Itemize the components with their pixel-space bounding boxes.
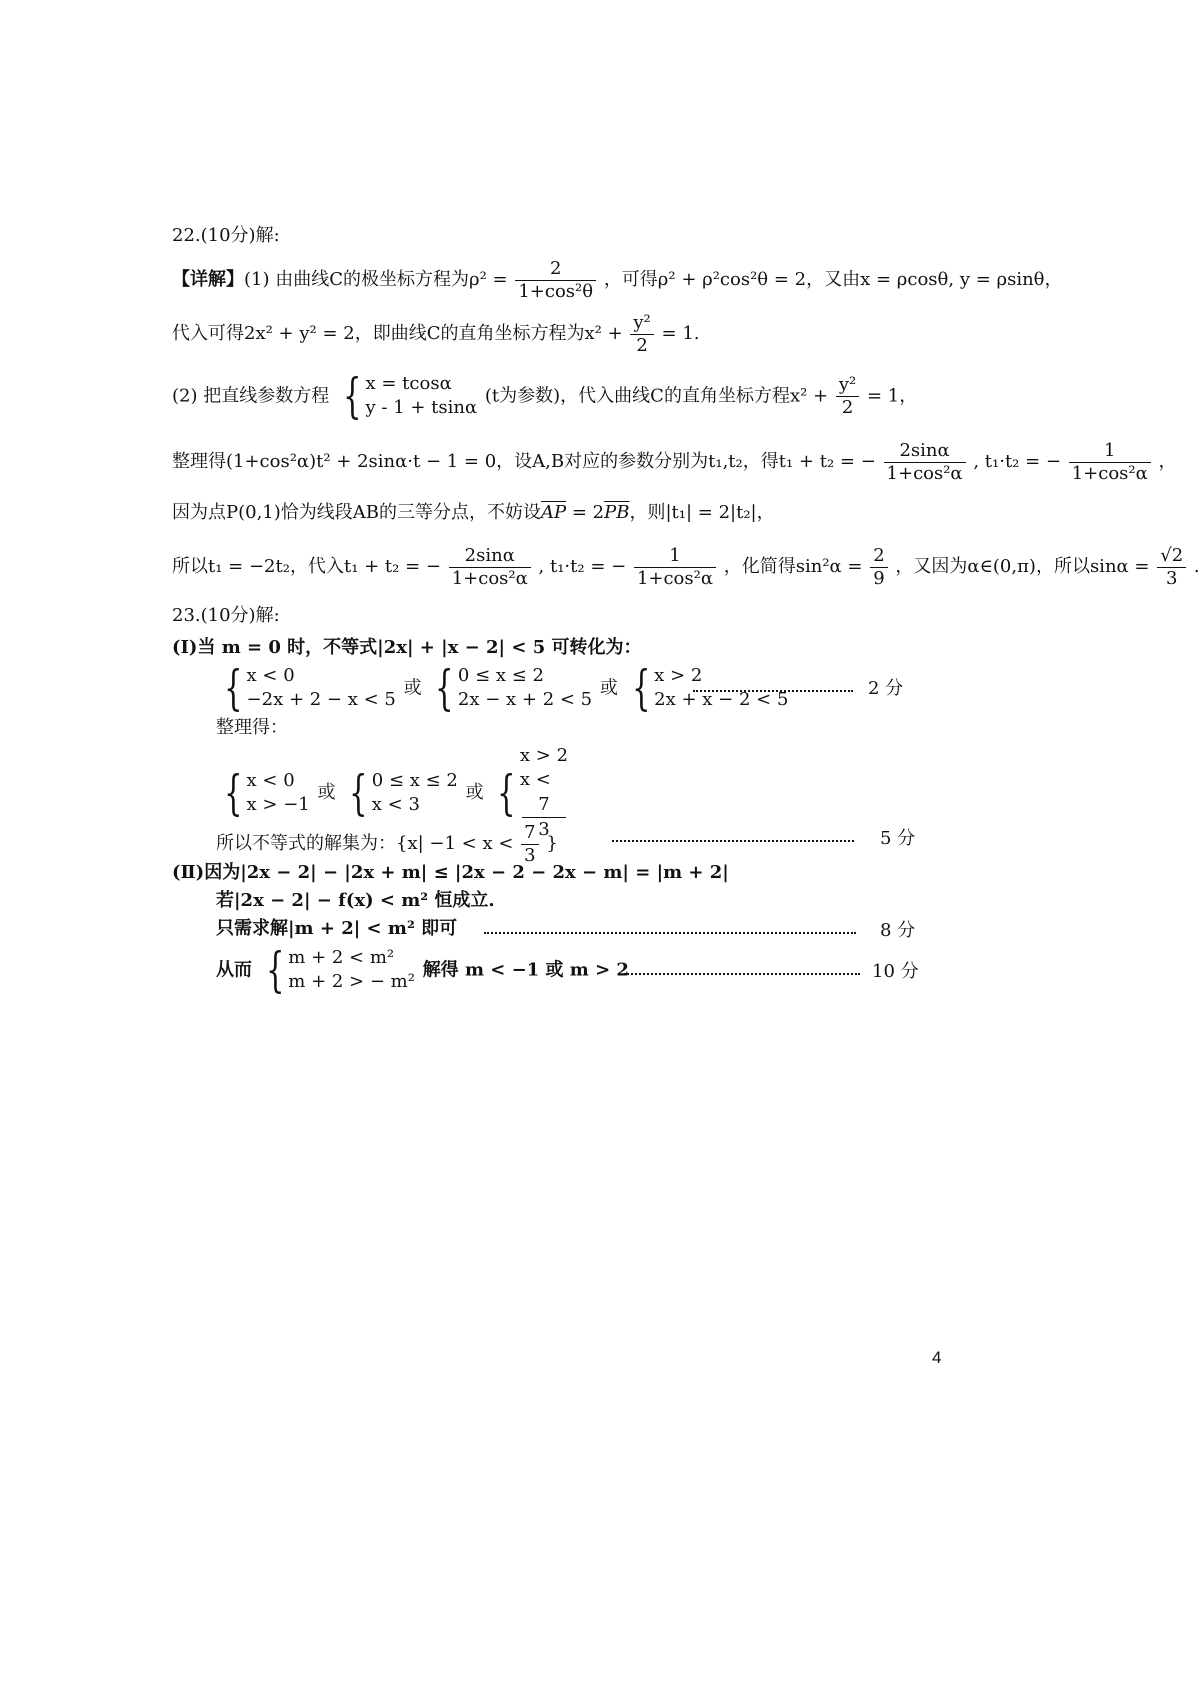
fraction: [630, 312, 653, 356]
or-word: 或: [465, 782, 484, 804]
system-row: x = tcosα: [365, 373, 452, 394]
dot-leader: [484, 932, 856, 934]
text-run: 整理得(1+cos²α)t² + 2sinα·t − 1 = 0，设A,B对应的参数分别为t₁,t₂，得t₁ + t₂ = −: [172, 451, 876, 473]
brace-icon: {: [349, 765, 368, 822]
q23-part2-conclusion: [216, 942, 629, 999]
fraction: [521, 822, 538, 866]
q23-heading: 23.(10分)解:: [172, 605, 280, 626]
q22-line-6: [172, 545, 1200, 589]
system-row: 2x − x + 2 < 5: [457, 689, 593, 711]
brace-icon: {: [631, 660, 651, 717]
equation-system: [218, 660, 396, 717]
equation-system: [343, 765, 458, 822]
fraction-denominator: 9: [870, 567, 887, 590]
text-run: = 1，: [866, 385, 918, 407]
text-run: ，又因为α∈(0,π)，所以sinα =: [895, 556, 1150, 578]
text-run: (t为参数)，代入曲线C的直角坐标方程x² +: [484, 385, 829, 407]
text-run: }: [546, 833, 558, 855]
system-row: −2x + 2 − x < 5: [246, 689, 396, 711]
fraction-denominator: 3: [521, 844, 538, 867]
q23-part2-line-2: 若|2x − 2| − f(x) < m² 恒成立.: [216, 890, 495, 911]
brace-icon: {: [224, 660, 243, 717]
dot-leader: [624, 973, 860, 975]
or-word: 或: [317, 782, 336, 804]
system-row: x < 0: [246, 665, 295, 686]
text-run: 所以不等式的解集为：{x| −1 < x <: [216, 833, 514, 855]
text-run: 代入可得2x² + y² = 2，即曲线C的直角坐标方程为x² +: [172, 323, 623, 345]
fraction-numerator: 1: [669, 545, 681, 566]
text-run: ，可得ρ² + ρ²cos²θ = 2，又由x = ρcosθ, y = ρsinθ，: [603, 269, 1063, 291]
fraction-numerator: 7: [524, 822, 536, 843]
text-run: 从而: [216, 959, 252, 981]
q22-line-1: [172, 258, 1063, 302]
equation-system: [337, 368, 478, 425]
system-row: x > −1: [246, 794, 310, 816]
brace-icon: {: [265, 942, 285, 999]
q23-part2-line-1: (Ⅱ)因为|2x − 2| − |2x + m| ≤ |2x − 2 − 2x − m| = |m + 2|: [172, 862, 729, 883]
dot-leader: [693, 690, 853, 692]
text-run: (2) 把直线参数方程: [172, 385, 330, 407]
system-row: x < 3: [371, 794, 420, 816]
text-run: 所以t₁ = −2t₂，代入t₁ + t₂ = −: [172, 556, 441, 578]
equation-system: [260, 942, 415, 999]
fraction-denominator: 1+cos²α: [634, 567, 716, 590]
tidy-label: 整理得：: [216, 717, 288, 738]
system-row: x < 0: [246, 769, 295, 791]
text-run: .: [1193, 556, 1200, 578]
q23-system-row-1: [216, 660, 790, 717]
fraction: [515, 258, 596, 302]
fraction-numerator: y²: [633, 312, 651, 333]
text-run: , t₁·t₂ = −: [973, 451, 1061, 473]
text-run: = 2: [566, 502, 605, 523]
text-run: 解得 m < −1 或 m > 2: [422, 959, 629, 981]
system-row: m + 2 < m²: [288, 947, 395, 968]
fraction-denominator: 3: [1157, 567, 1186, 590]
fraction: [449, 545, 531, 589]
fraction-denominator: 1+cos²α: [449, 567, 531, 590]
or-word: 或: [403, 677, 422, 699]
system-row: y - 1 + tsinα: [365, 397, 478, 419]
brace-icon: {: [224, 765, 243, 822]
text-run: x <: [519, 769, 551, 791]
brace-icon: {: [435, 660, 454, 717]
score-2: 2 分: [868, 678, 904, 699]
text-run: 因为点P(0,1)恰为线段AB的三等分点，不妨设: [172, 502, 542, 523]
q23-part2-line-3: 只需求解|m + 2| < m² 即可: [216, 918, 458, 939]
system-row: 0 ≤ x ≤ 2: [457, 665, 544, 686]
vector-pb: $\overline{PB}$: [604, 502, 630, 523]
fraction-numerator: 2: [873, 545, 885, 566]
fraction-numerator: 2: [549, 258, 562, 279]
fraction: [634, 545, 716, 589]
text-run: ，则|t₁| = 2|t₂|，: [629, 502, 775, 523]
fraction-denominator: 2: [630, 334, 653, 357]
detail-tag: 【详解】: [172, 269, 244, 291]
text-run: ，: [1158, 451, 1177, 473]
fraction: [1157, 545, 1186, 589]
system-row: x > 2: [519, 745, 569, 766]
q23-part1-intro: (Ⅰ)当 m = 0 时，不等式|2x| + |x − 2| < 5 可转化为：: [172, 637, 642, 658]
q22-line-3: [172, 368, 918, 425]
fraction-numerator: 2sinα: [464, 545, 515, 566]
equation-system: [429, 660, 593, 717]
system-row: m + 2 > − m²: [288, 971, 415, 993]
text-run: , t₁·t₂ = −: [538, 556, 627, 578]
score-8: 8 分: [880, 920, 916, 941]
fraction-numerator: 7: [538, 793, 550, 815]
fraction-numerator: y²: [838, 374, 857, 396]
fraction: [870, 545, 887, 589]
fraction: [884, 440, 966, 484]
text-run: = 1.: [661, 323, 700, 345]
fraction-denominator: 1+cos²α: [884, 462, 966, 485]
fraction-denominator: 2: [836, 396, 859, 419]
equation-system: [626, 660, 789, 717]
score-10: 10 分: [872, 961, 919, 982]
dot-leader: [612, 840, 854, 842]
brace-icon: {: [343, 368, 362, 425]
fraction: [836, 374, 859, 418]
fraction-numerator: 1: [1104, 440, 1116, 461]
q22-line-5: [172, 502, 775, 524]
fraction-denominator: 3: [522, 817, 566, 842]
score-5: 5 分: [880, 828, 916, 849]
fraction: [1069, 440, 1151, 484]
system-row: x > 2: [654, 665, 703, 686]
text-run: (1) 由曲线C的极坐标方程为ρ² =: [244, 269, 508, 291]
brace-icon: {: [497, 765, 516, 822]
fraction-numerator: 2sinα: [899, 440, 950, 461]
q22-line-2: [172, 312, 700, 356]
system-row: 2x + x − 2 < 5: [654, 689, 789, 711]
q22-heading: 22.(10分)解:: [172, 225, 280, 246]
or-word: 或: [599, 677, 618, 699]
text-run: ，化简得sin²α =: [723, 556, 863, 578]
equation-system: [218, 765, 310, 822]
solution-set: [216, 822, 558, 866]
system-row: 0 ≤ x ≤ 2: [371, 769, 458, 791]
vector-ap: $\overline{AP}$: [541, 502, 567, 523]
fraction-denominator: 1+cos²α: [1069, 462, 1151, 485]
fraction-numerator: √2: [1160, 545, 1184, 566]
page-number: 4: [932, 1348, 942, 1367]
fraction-denominator: 1+cos²θ: [515, 280, 596, 303]
q22-line-4: [172, 440, 1177, 484]
